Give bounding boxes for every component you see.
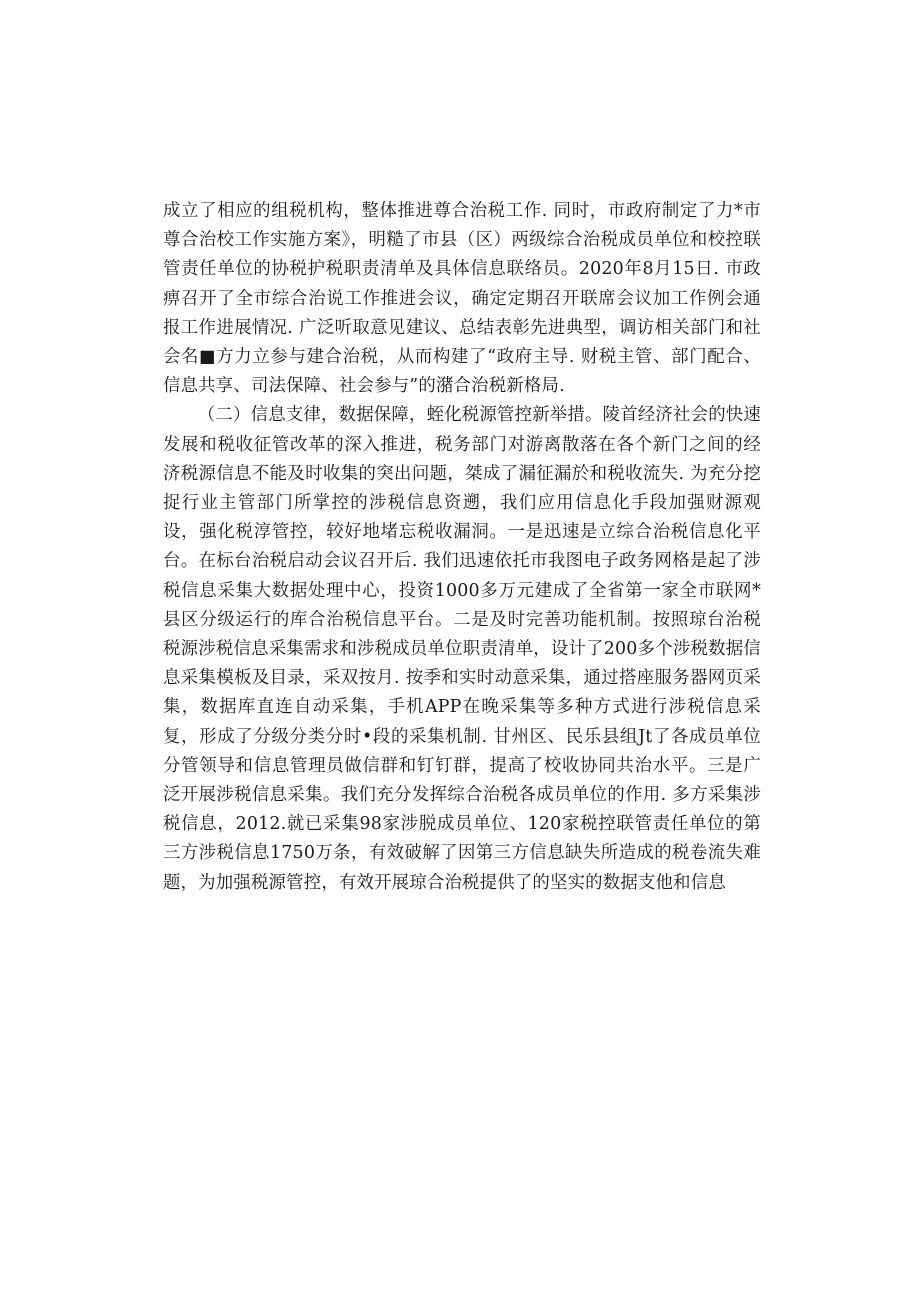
paragraph-2: （二）信息支律，数据保障，蛭化税源管控新举措。陵首经济社会的快速发展和税收征管改革的深入推进，税务部门对游离散落在各个新门之间的经济税源信息不能及时收集的突出问题，桀成了漏征漏於和税收流失. 为充分挖捉行业主管部门所掌控的涉税信息资遡，我们应用信息化手段加强财源观设，强化税淳管控，较好地堵忘税收漏洞。一是迅速是立综合治税信息化平台。在标台治税启动会议召开后. 我们迅速依托市我图电子政务网格是起了涉税信息采集大数据处理中心，投资1000多万元建成了全省第一家全市联网*县区分级运行的库合治税信息平台。二是及时完善功能机制。按照琼台治税税源涉税信息采集需求和涉税成员单位职责清单，设计了200多个涉税数据信息采集模板及目录，采双按月. 按季和实时动意采集，通过搭座服务器网页采集，数据库直连自动采集，手机APP在晚采集等多种方式进行涉税信息采复，形成了分级分类分时•段的采集机制. 甘州区、民乐县组Jt了各成员单位分管领导和信息管理员做信群和钉钉群，提高了校收协同共治水平。三是广泛开展涉税信息采集。我们充分发挥综合治税各成员单位的作用. 多方采集涉税信息，2012.就已采集98家涉脱成员单位、120家税控联管责任单位的第三方涉税信息1750万条，有效破解了因第三方信息缺失所造成的税卷流失难题，为加强税源管控，有效开展琼合治税提供了的坚实的数据支他和信息 bbox=[163, 405, 761, 893]
paragraph-1: 成立了相应的组税机构，整体推进尊合治税工作. 同时，市政府制定了力*市尊合治校工作实施方案》，明糙了市县（区）两级综合治税成员单位和校控联管责任单位的协税护税职责清单及具体信息联络员。2020年8月15日. 市政痹召开了全市综合治说工作推进会议，确定定期召开联席会议加工作例会通报工作进展情况. 广泛听取意见建议、总结表彰先进典型，调访相关部门和社会名■方力立参与建合治税，从而构建了“政府主导. 财税主管、部门配合、信息共享、司法保障、社会参与”的潴合治税新格局. bbox=[163, 201, 761, 397]
document-body bbox=[163, 197, 761, 898]
